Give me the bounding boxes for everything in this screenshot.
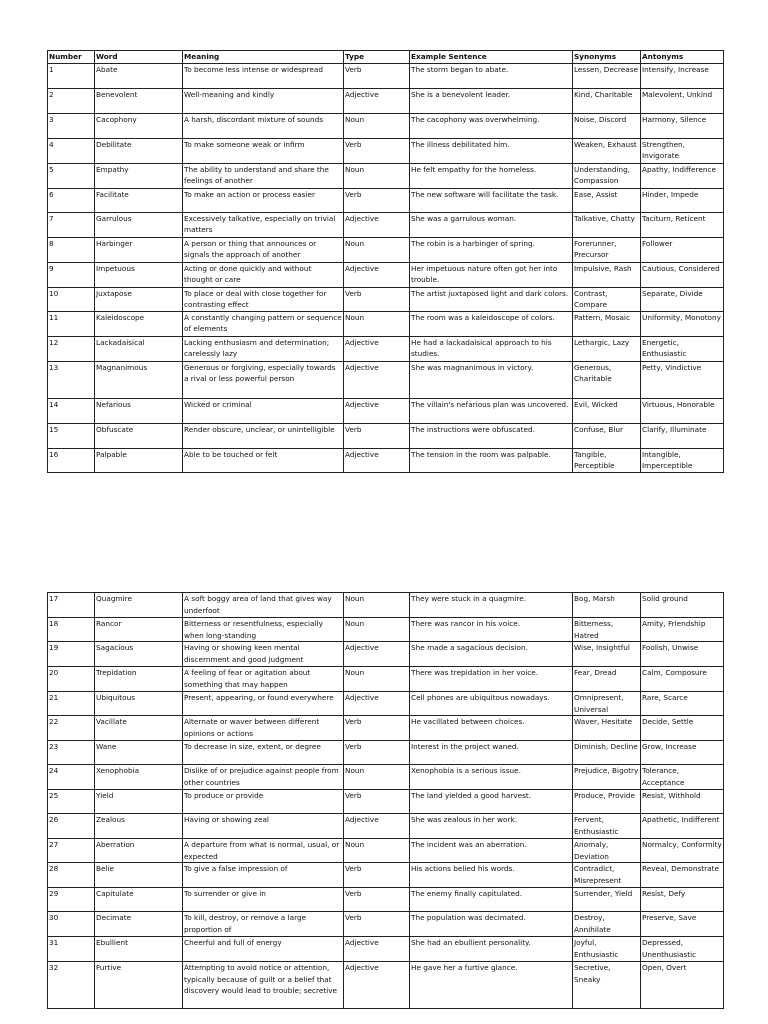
cell-type: Adjective: [344, 262, 410, 287]
cell-number: 6: [48, 188, 95, 212]
cell-number: 3: [48, 113, 95, 138]
cell-type: Adjective: [344, 642, 410, 667]
cell-meaning: Alternate or waver between different opinions or actions: [183, 716, 344, 741]
table-row: [48, 63, 724, 88]
cell-meaning: To decrease in size, extent, or degree: [183, 741, 344, 765]
cell-type: Verb: [344, 716, 410, 741]
cell-word: Sagacious: [95, 642, 183, 667]
cell-type: Noun: [344, 765, 410, 790]
header-antonyms: Antonyms: [641, 51, 724, 64]
cell-synonyms: Lethargic, Lazy: [573, 336, 641, 361]
cell-synonyms: Omnipresent, Universal: [573, 692, 641, 716]
cell-example-sentence: His actions belied his words.: [410, 863, 573, 888]
cell-example-sentence: There was rancor in his voice.: [410, 618, 573, 642]
cell-antonyms: Decide, Settle: [641, 716, 724, 741]
table-row: [48, 287, 724, 311]
cell-word: Kaleidoscope: [95, 311, 183, 336]
table-row: [48, 765, 724, 790]
cell-meaning: To surrender or give in: [183, 888, 344, 912]
cell-antonyms: Malevolent, Unkind: [641, 88, 724, 113]
cell-number: 23: [48, 741, 95, 765]
cell-word: Facilitate: [95, 188, 183, 212]
vocabulary-table-part-1: [47, 50, 724, 473]
cell-synonyms: Forerunner, Precursor: [573, 237, 641, 262]
cell-meaning: To kill, destroy, or remove a large proportion of: [183, 912, 344, 937]
cell-synonyms: Fervent, Enthusiastic: [573, 814, 641, 839]
cell-number: 2: [48, 88, 95, 113]
cell-meaning: To give a false impression of: [183, 863, 344, 888]
cell-synonyms: Anomaly, Deviation: [573, 839, 641, 863]
cell-synonyms: Wise, Insightful: [573, 642, 641, 667]
cell-word: Impetuous: [95, 262, 183, 287]
cell-word: Furtive: [95, 962, 183, 1009]
cell-synonyms: Generous, Charitable: [573, 361, 641, 398]
cell-example-sentence: The instructions were obfuscated.: [410, 423, 573, 448]
cell-type: Verb: [344, 63, 410, 88]
cell-example-sentence: There was trepidation in her voice.: [410, 667, 573, 692]
cell-number: 16: [48, 448, 95, 472]
cell-number: 22: [48, 716, 95, 741]
cell-word: Ubiquitous: [95, 692, 183, 716]
cell-synonyms: Bog, Marsh: [573, 593, 641, 618]
cell-word: Debilitate: [95, 138, 183, 163]
header-synonyms: Synonyms: [573, 51, 641, 64]
cell-word: Aberration: [95, 839, 183, 863]
cell-number: 14: [48, 398, 95, 423]
cell-number: 4: [48, 138, 95, 163]
cell-type: Adjective: [344, 448, 410, 472]
table-row: [48, 163, 724, 188]
cell-word: Zealous: [95, 814, 183, 839]
cell-example-sentence: The illness debilitated him.: [410, 138, 573, 163]
cell-word: Capitulate: [95, 888, 183, 912]
cell-antonyms: Reveal, Demonstrate: [641, 863, 724, 888]
cell-synonyms: Noise, Discord: [573, 113, 641, 138]
table-row: [48, 839, 724, 863]
cell-word: Wane: [95, 741, 183, 765]
cell-example-sentence: The enemy finally capitulated.: [410, 888, 573, 912]
cell-word: Xenophobia: [95, 765, 183, 790]
cell-word: Nefarious: [95, 398, 183, 423]
cell-antonyms: Apathetic, Indifferent: [641, 814, 724, 839]
cell-synonyms: Produce, Provide: [573, 790, 641, 814]
cell-word: Yield: [95, 790, 183, 814]
cell-number: 1: [48, 63, 95, 88]
cell-antonyms: Rare, Scarce: [641, 692, 724, 716]
cell-antonyms: Foolish, Unwise: [641, 642, 724, 667]
cell-example-sentence: Cell phones are ubiquitous nowadays.: [410, 692, 573, 716]
cell-type: Verb: [344, 423, 410, 448]
table-row: [48, 912, 724, 937]
cell-meaning: A harsh, discordant mixture of sounds: [183, 113, 344, 138]
cell-type: Verb: [344, 741, 410, 765]
cell-example-sentence: Xenophobia is a serious issue.: [410, 765, 573, 790]
cell-number: 30: [48, 912, 95, 937]
table-row: [48, 667, 724, 692]
cell-antonyms: Clarify, Illuminate: [641, 423, 724, 448]
cell-type: Noun: [344, 311, 410, 336]
cell-number: 27: [48, 839, 95, 863]
table-row: [48, 692, 724, 716]
cell-antonyms: Tolerance, Acceptance: [641, 765, 724, 790]
cell-antonyms: Resist, Defy: [641, 888, 724, 912]
cell-synonyms: Understanding, Compassion: [573, 163, 641, 188]
cell-meaning: Attempting to avoid notice or attention, typically because of guilt or a belief that discovery would lead to trouble; secretive: [183, 962, 344, 1009]
cell-synonyms: Joyful, Enthusiastic: [573, 937, 641, 962]
cell-antonyms: Petty, Vindictive: [641, 361, 724, 398]
cell-number: 12: [48, 336, 95, 361]
cell-example-sentence: Interest in the project waned.: [410, 741, 573, 765]
cell-antonyms: Amity, Friendship: [641, 618, 724, 642]
cell-example-sentence: The storm began to abate.: [410, 63, 573, 88]
cell-word: Benevolent: [95, 88, 183, 113]
cell-antonyms: Energetic, Enthusiastic: [641, 336, 724, 361]
cell-example-sentence: The artist juxtaposed light and dark colors.: [410, 287, 573, 311]
cell-meaning: To make someone weak or infirm: [183, 138, 344, 163]
cell-example-sentence: The tension in the room was palpable.: [410, 448, 573, 472]
cell-word: Quagmire: [95, 593, 183, 618]
cell-antonyms: Calm, Composure: [641, 667, 724, 692]
cell-word: Palpable: [95, 448, 183, 472]
cell-type: Verb: [344, 912, 410, 937]
cell-meaning: The ability to understand and share the feelings of another: [183, 163, 344, 188]
cell-example-sentence: He gave her a furtive glance.: [410, 962, 573, 1009]
cell-example-sentence: The population was decimated.: [410, 912, 573, 937]
header-meaning: Meaning: [183, 51, 344, 64]
cell-type: Adjective: [344, 692, 410, 716]
cell-antonyms: Separate, Divide: [641, 287, 724, 311]
cell-example-sentence: She was magnanimous in victory.: [410, 361, 573, 398]
cell-number: 8: [48, 237, 95, 262]
cell-number: 21: [48, 692, 95, 716]
table-row: [48, 448, 724, 472]
cell-type: Noun: [344, 618, 410, 642]
cell-synonyms: Pattern, Mosaic: [573, 311, 641, 336]
header-word: Word: [95, 51, 183, 64]
cell-synonyms: Destroy, Annihilate: [573, 912, 641, 937]
cell-synonyms: Contrast, Compare: [573, 287, 641, 311]
table-row: [48, 361, 724, 398]
header-example-sentence: Example Sentence: [410, 51, 573, 64]
table-row: [48, 863, 724, 888]
cell-number: 31: [48, 937, 95, 962]
cell-example-sentence: The room was a kaleidoscope of colors.: [410, 311, 573, 336]
cell-type: Noun: [344, 667, 410, 692]
table-row: [48, 716, 724, 741]
cell-meaning: Having or showing keen mental discernment and good judgment: [183, 642, 344, 667]
cell-antonyms: Uniformity, Monotony: [641, 311, 724, 336]
cell-example-sentence: She was a garrulous woman.: [410, 212, 573, 237]
cell-type: Verb: [344, 287, 410, 311]
cell-type: Verb: [344, 188, 410, 212]
table-row: [48, 937, 724, 962]
cell-type: Noun: [344, 237, 410, 262]
cell-example-sentence: She made a sagacious decision.: [410, 642, 573, 667]
cell-example-sentence: The land yielded a good harvest.: [410, 790, 573, 814]
cell-number: 10: [48, 287, 95, 311]
cell-antonyms: Intensify, Increase: [641, 63, 724, 88]
cell-number: 18: [48, 618, 95, 642]
cell-word: Ebullient: [95, 937, 183, 962]
cell-antonyms: Hinder, Impede: [641, 188, 724, 212]
cell-number: 24: [48, 765, 95, 790]
cell-meaning: To produce or provide: [183, 790, 344, 814]
cell-synonyms: Prejudice, Bigotry: [573, 765, 641, 790]
cell-meaning: Lacking enthusiasm and determination; carelessly lazy: [183, 336, 344, 361]
cell-example-sentence: He felt empathy for the homeless.: [410, 163, 573, 188]
cell-number: 26: [48, 814, 95, 839]
cell-antonyms: Harmony, Silence: [641, 113, 724, 138]
cell-antonyms: Cautious, Considered: [641, 262, 724, 287]
cell-type: Adjective: [344, 814, 410, 839]
cell-antonyms: Virtuous, Honorable: [641, 398, 724, 423]
cell-meaning: To make an action or process easier: [183, 188, 344, 212]
table-row: [48, 398, 724, 423]
table-row: [48, 642, 724, 667]
cell-synonyms: Tangible, Perceptible: [573, 448, 641, 472]
cell-example-sentence: The robin is a harbinger of spring.: [410, 237, 573, 262]
table-row: [48, 88, 724, 113]
cell-word: Cacophony: [95, 113, 183, 138]
cell-meaning: Render obscure, unclear, or unintelligible: [183, 423, 344, 448]
cell-word: Empathy: [95, 163, 183, 188]
cell-meaning: Excessively talkative, especially on trivial matters: [183, 212, 344, 237]
cell-type: Adjective: [344, 212, 410, 237]
cell-meaning: Wicked or criminal: [183, 398, 344, 423]
cell-number: 19: [48, 642, 95, 667]
table-row: [48, 888, 724, 912]
cell-type: Verb: [344, 888, 410, 912]
cell-example-sentence: She had an ebullient personality.: [410, 937, 573, 962]
cell-number: 17: [48, 593, 95, 618]
cell-type: Adjective: [344, 336, 410, 361]
cell-meaning: A constantly changing pattern or sequence of elements: [183, 311, 344, 336]
cell-number: 28: [48, 863, 95, 888]
cell-synonyms: Bitterness, Hatred: [573, 618, 641, 642]
cell-meaning: A soft boggy area of land that gives way underfoot: [183, 593, 344, 618]
header-type: Type: [344, 51, 410, 64]
cell-example-sentence: She is a benevolent leader.: [410, 88, 573, 113]
cell-synonyms: Contradict, Misrepresent: [573, 863, 641, 888]
cell-type: Adjective: [344, 361, 410, 398]
cell-word: Juxtapose: [95, 287, 183, 311]
cell-antonyms: Taciturn, Reticent: [641, 212, 724, 237]
cell-meaning: Acting or done quickly and without thought or care: [183, 262, 344, 287]
cell-number: 32: [48, 962, 95, 1009]
cell-word: Decimate: [95, 912, 183, 937]
cell-antonyms: Grow, Increase: [641, 741, 724, 765]
cell-number: 7: [48, 212, 95, 237]
table-row: [48, 336, 724, 361]
table-row: [48, 962, 724, 1009]
cell-antonyms: Apathy, Indifference: [641, 163, 724, 188]
cell-type: Verb: [344, 863, 410, 888]
cell-meaning: Having or showing zeal: [183, 814, 344, 839]
table-row: [48, 814, 724, 839]
cell-number: 25: [48, 790, 95, 814]
cell-synonyms: Waver, Hesitate: [573, 716, 641, 741]
table-row: [48, 212, 724, 237]
cell-example-sentence: The incident was an aberration.: [410, 839, 573, 863]
cell-antonyms: Strengthen, Invigorate: [641, 138, 724, 163]
cell-example-sentence: The villain's nefarious plan was uncovered.: [410, 398, 573, 423]
table-row: [48, 593, 724, 618]
cell-word: Lackadaisical: [95, 336, 183, 361]
table-row: [48, 423, 724, 448]
cell-type: Noun: [344, 593, 410, 618]
cell-synonyms: Secretive, Sneaky: [573, 962, 641, 1009]
cell-type: Verb: [344, 138, 410, 163]
header-number: Number: [48, 51, 95, 64]
cell-meaning: A feeling of fear or agitation about something that may happen: [183, 667, 344, 692]
cell-meaning: A person or thing that announces or signals the approach of another: [183, 237, 344, 262]
cell-synonyms: Weaken, Exhaust: [573, 138, 641, 163]
cell-meaning: Bitterness or resentfulness, especially when long-standing: [183, 618, 344, 642]
table-row: [48, 741, 724, 765]
table-row: [48, 618, 724, 642]
cell-number: 13: [48, 361, 95, 398]
cell-meaning: To become less intense or widespread: [183, 63, 344, 88]
table-row: [48, 262, 724, 287]
cell-synonyms: Talkative, Chatty: [573, 212, 641, 237]
cell-meaning: Able to be touched or felt: [183, 448, 344, 472]
cell-type: Adjective: [344, 937, 410, 962]
cell-synonyms: Surrender, Yield: [573, 888, 641, 912]
cell-synonyms: Impulsive, Rash: [573, 262, 641, 287]
cell-antonyms: Depressed, Unenthusiastic: [641, 937, 724, 962]
cell-word: Obfuscate: [95, 423, 183, 448]
cell-synonyms: Confuse, Blur: [573, 423, 641, 448]
cell-synonyms: Evil, Wicked: [573, 398, 641, 423]
cell-example-sentence: He had a lackadaisical approach to his studies.: [410, 336, 573, 361]
cell-type: Noun: [344, 163, 410, 188]
cell-meaning: Well-meaning and kindly: [183, 88, 344, 113]
cell-number: 11: [48, 311, 95, 336]
cell-word: Vacillate: [95, 716, 183, 741]
cell-word: Trepidation: [95, 667, 183, 692]
cell-type: Adjective: [344, 962, 410, 1009]
cell-antonyms: Resist, Withhold: [641, 790, 724, 814]
cell-word: Magnanimous: [95, 361, 183, 398]
cell-word: Garrulous: [95, 212, 183, 237]
cell-antonyms: Normalcy, Conformity: [641, 839, 724, 863]
cell-word: Rancor: [95, 618, 183, 642]
cell-example-sentence: Her impetuous nature often got her into trouble.: [410, 262, 573, 287]
cell-synonyms: Diminish, Decline: [573, 741, 641, 765]
cell-synonyms: Kind, Charitable: [573, 88, 641, 113]
cell-word: Abate: [95, 63, 183, 88]
cell-example-sentence: He vacillated between choices.: [410, 716, 573, 741]
cell-example-sentence: The new software will facilitate the task.: [410, 188, 573, 212]
cell-number: 20: [48, 667, 95, 692]
cell-meaning: Present, appearing, or found everywhere: [183, 692, 344, 716]
table-row: [48, 790, 724, 814]
table-row: [48, 138, 724, 163]
cell-meaning: Dislike of or prejudice against people from other countries: [183, 765, 344, 790]
cell-meaning: Generous or forgiving, especially towards a rival or less powerful person: [183, 361, 344, 398]
cell-antonyms: Open, Overt: [641, 962, 724, 1009]
cell-example-sentence: They were stuck in a quagmire.: [410, 593, 573, 618]
cell-antonyms: Solid ground: [641, 593, 724, 618]
cell-meaning: A departure from what is normal, usual, or expected: [183, 839, 344, 863]
header-row: [48, 51, 724, 64]
cell-synonyms: Fear, Dread: [573, 667, 641, 692]
cell-example-sentence: The cacophony was overwhelming.: [410, 113, 573, 138]
cell-antonyms: Follower: [641, 237, 724, 262]
cell-type: Noun: [344, 113, 410, 138]
table-row: [48, 311, 724, 336]
cell-meaning: To place or deal with close together for contrasting effect: [183, 287, 344, 311]
cell-type: Noun: [344, 839, 410, 863]
cell-number: 15: [48, 423, 95, 448]
cell-type: Verb: [344, 790, 410, 814]
cell-meaning: Cheerful and full of energy: [183, 937, 344, 962]
cell-example-sentence: She was zealous in her work.: [410, 814, 573, 839]
cell-synonyms: Lessen, Decrease: [573, 63, 641, 88]
cell-word: Belie: [95, 863, 183, 888]
cell-number: 5: [48, 163, 95, 188]
cell-type: Adjective: [344, 398, 410, 423]
cell-type: Adjective: [344, 88, 410, 113]
vocabulary-table-part-2: [47, 592, 724, 1009]
cell-word: Harbinger: [95, 237, 183, 262]
cell-number: 29: [48, 888, 95, 912]
cell-synonyms: Ease, Assist: [573, 188, 641, 212]
table-row: [48, 113, 724, 138]
table-row: [48, 237, 724, 262]
cell-number: 9: [48, 262, 95, 287]
cell-antonyms: Preserve, Save: [641, 912, 724, 937]
cell-antonyms: Intangible, Imperceptible: [641, 448, 724, 472]
table-row: [48, 188, 724, 212]
